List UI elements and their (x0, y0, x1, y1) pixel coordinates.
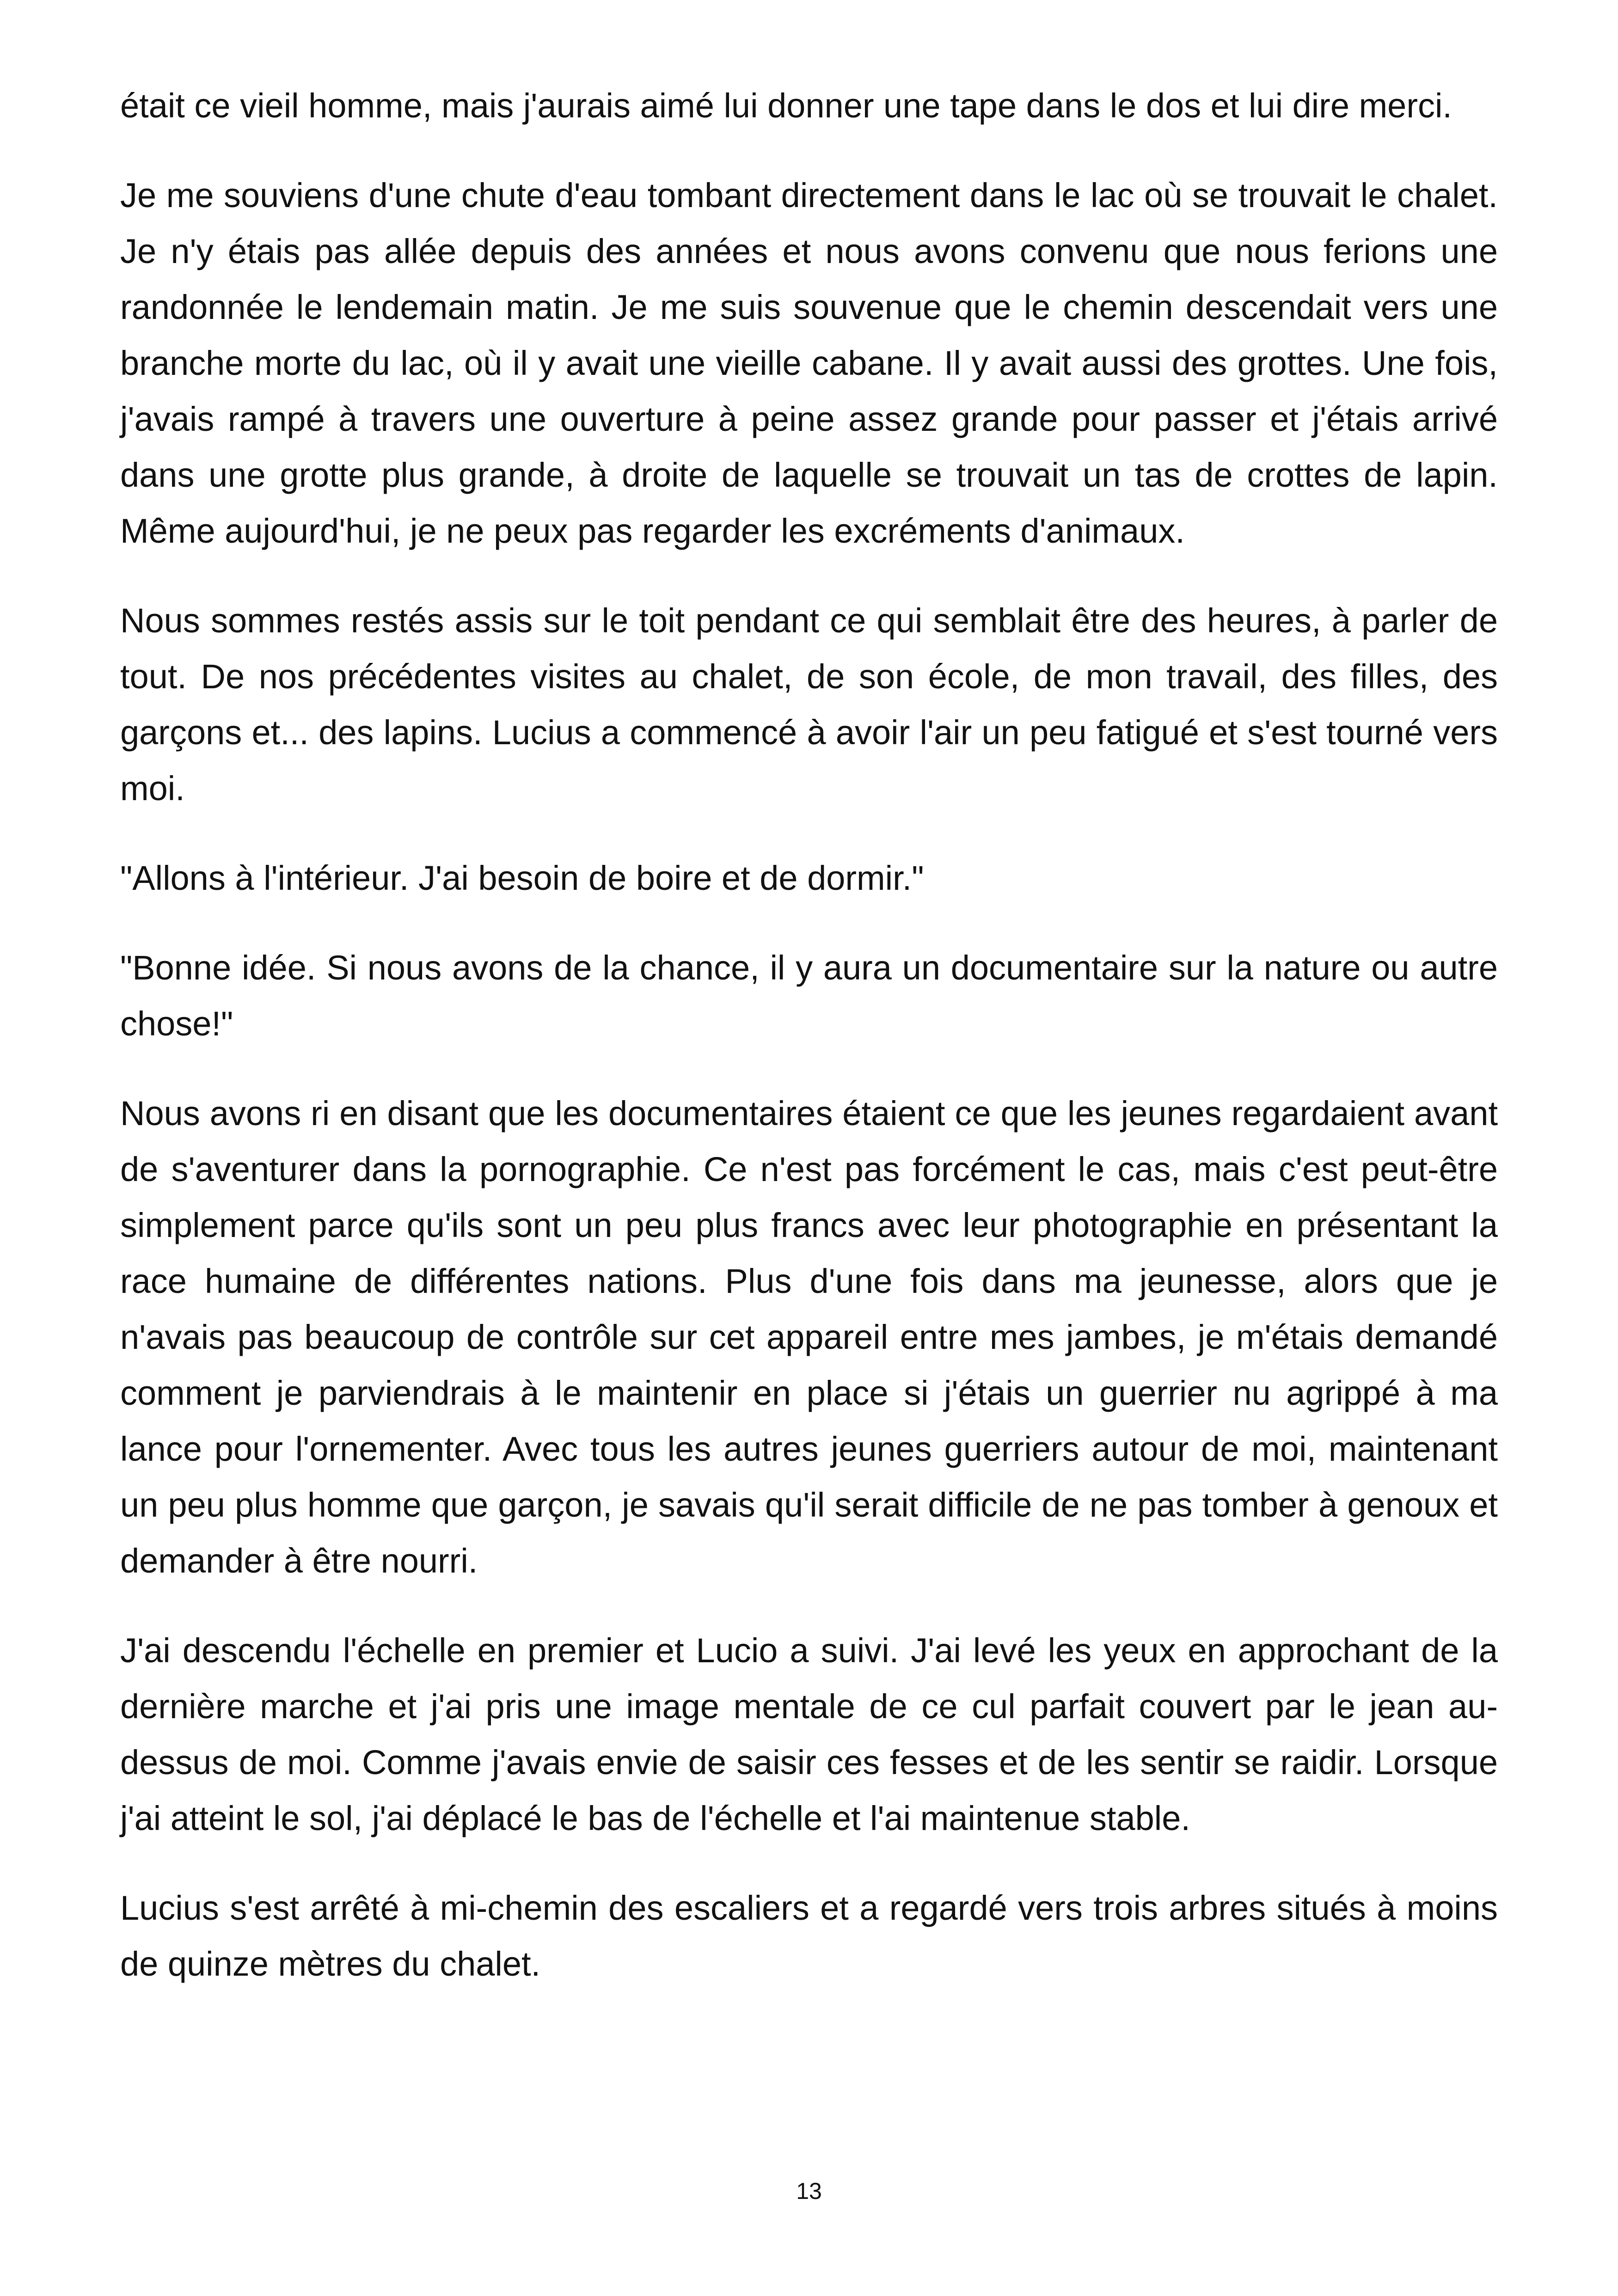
paragraph-4: "Allons à l'intérieur. J'ai besoin de boire et de dormir." (120, 859, 924, 897)
paragraph-7: J'ai descendu l'échelle en premier et Lucio a suivi. J'ai levé les yeux en approchant de la dernière marche et j'ai pris une image mentale de ce cul parfait couvert par le jean au-dessus de moi. Comme j'avais envie de saisir ces fesses et de les sentir se raidir. Lorsque j'ai atteint le sol, j'ai déplacé le bas de l'échelle et l'ai maintenue stable. (120, 1631, 1498, 1837)
paragraph-6: Nous avons ri en disant que les documentaires étaient ce que les jeunes regardaient avant de s'aventurer dans la pornographie. Ce n'est pas forcément le cas, mais c'est peut-être simplement parce qu'ils sont un peu plus francs avec leur photographie en présentant la race humaine de différentes nations. Plus d'une fois dans ma jeunesse, alors que je n'avais pas beaucoup de contrôle sur cet appareil entre mes jambes, je m'étais demandé comment je parviendrais à le maintenir en place si j'étais un guerrier nu agrippé à ma lance pour l'ornementer. Avec tous les autres jeunes guerriers autour de moi, maintenant un peu plus homme que garçon, je savais qu'il serait difficile de ne pas tomber à genoux et demander à être nourri. (120, 1094, 1498, 1580)
paragraph-3: Nous sommes restés assis sur le toit pendant ce qui semblait être des heures, à parler de tout. De nos précédentes visites au chalet, de son école, de mon travail, des filles, des garçons et... des lapins. Lucius a commencé à avoir l'air un peu fatigué et s'est tourné vers moi. (120, 601, 1498, 808)
paragraph-5: "Bonne idée. Si nous avons de la chance, il y aura un documentaire sur la nature ou autre chose!" (120, 949, 1498, 1043)
paragraph-2: Je me souviens d'une chute d'eau tombant directement dans le lac où se trouvait le chalet. Je n'y étais pas allée depuis des années et nous avons convenu que nous ferions une randonnée le lendemain matin. Je me suis souvenue que le chemin descendait vers une branche morte du lac, où il y avait une vieille cabane. Il y avait aussi des grottes. Une fois, j'avais rampé à travers une ouverture à peine assez grande pour passer et j'étais arrivé dans une grotte plus grande, à droite de laquelle se trouvait un tas de crottes de lapin. Même aujourd'hui, je ne peux pas regarder les excréments d'animaux. (120, 176, 1498, 550)
paragraph-1: était ce vieil homme, mais j'aurais aimé lui donner une tape dans le dos et lui dire merci. (120, 86, 1452, 125)
page-number: 13 (796, 2178, 822, 2204)
body-text (120, 78, 1498, 2026)
paragraph-8: Lucius s'est arrêté à mi-chemin des escaliers et a regardé vers trois arbres situés à moins de quinze mètres du chalet. (120, 1889, 1498, 1983)
